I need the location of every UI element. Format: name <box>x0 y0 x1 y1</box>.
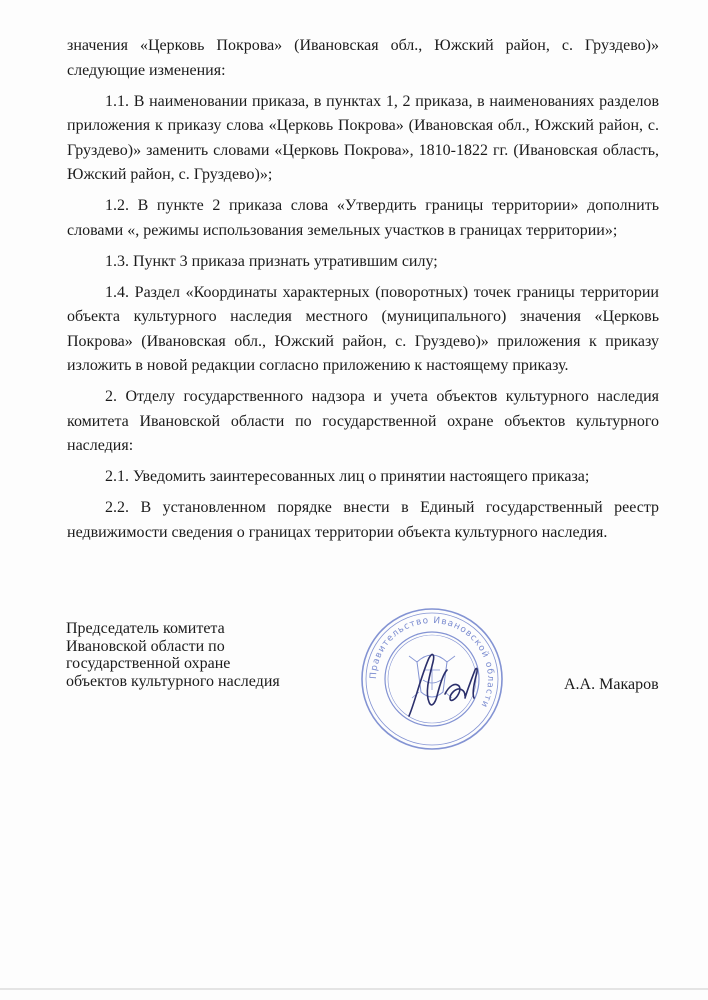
signatory-position-line: государственной охране <box>66 655 231 672</box>
paragraph-1-3: 1.3. Пункт 3 приказа признать утратившим силу; <box>105 252 438 270</box>
signatory-name: А.А. Макаров <box>564 676 659 693</box>
paragraph-1-2: 1.2. В пункте 2 приказа слова «Утвердить границы территории» дополнить словами «, режимы использования земельных участков в границах территории»; <box>67 197 659 239</box>
scan-edge-line <box>0 988 708 990</box>
paragraph-1-4: 1.4. Раздел «Координаты характерных (поворотных) точек границы территории объекта культурного наследия местного (муниципального) значения «Церковь Покрова» (Ивановская обл., Южский район, с. Груздево)» приложения к приказу изложить в новой редакции согласно приложению к настоящему приказу. <box>67 283 659 374</box>
signatory-position <box>66 620 326 690</box>
paragraph-2: 2. Отделу государственного надзора и учета объектов культурного наследия комитета Ивановской области по государственной охране объектов культурного наследия: <box>67 388 659 454</box>
paragraph-intro: значения «Церковь Покрова» (Ивановская обл., Южский район, с. Груздево)» следующие изменения: <box>67 37 659 79</box>
signatory-position-line: Ивановской области по <box>66 637 225 655</box>
handwritten-signature <box>409 655 477 716</box>
document-body <box>67 34 659 552</box>
paragraph-2-2: 2.2. В установленном порядке внести в Единый государственный реестр недвижимости сведения о границах территории объекта культурного наследия. <box>67 499 659 541</box>
seal-graphic <box>357 604 507 754</box>
paragraph-2-1: 2.1. Уведомить заинтересованных лиц о принятии настоящего приказа; <box>105 468 590 485</box>
official-seal-stamp <box>357 604 507 754</box>
paragraph-1-1: 1.1. В наименовании приказа, в пунктах 1, 2 приказа, в наименованиях разделов приложения к приказу слова «Церковь Покрова» (Ивановская обл., Южский район, с. Груздево)» заменить словами «Церковь Покрова», 1810-1822 гг. (Ивановская область, Южский район, с. Груздево)»; <box>67 92 659 183</box>
seal-ring-text: Правительство Ивановской области <box>368 615 496 710</box>
signatory-position-line: объектов культурного наследия <box>66 672 280 690</box>
signatory-position-line: Председатель комитета <box>66 620 225 637</box>
seal-ink <box>362 609 502 749</box>
